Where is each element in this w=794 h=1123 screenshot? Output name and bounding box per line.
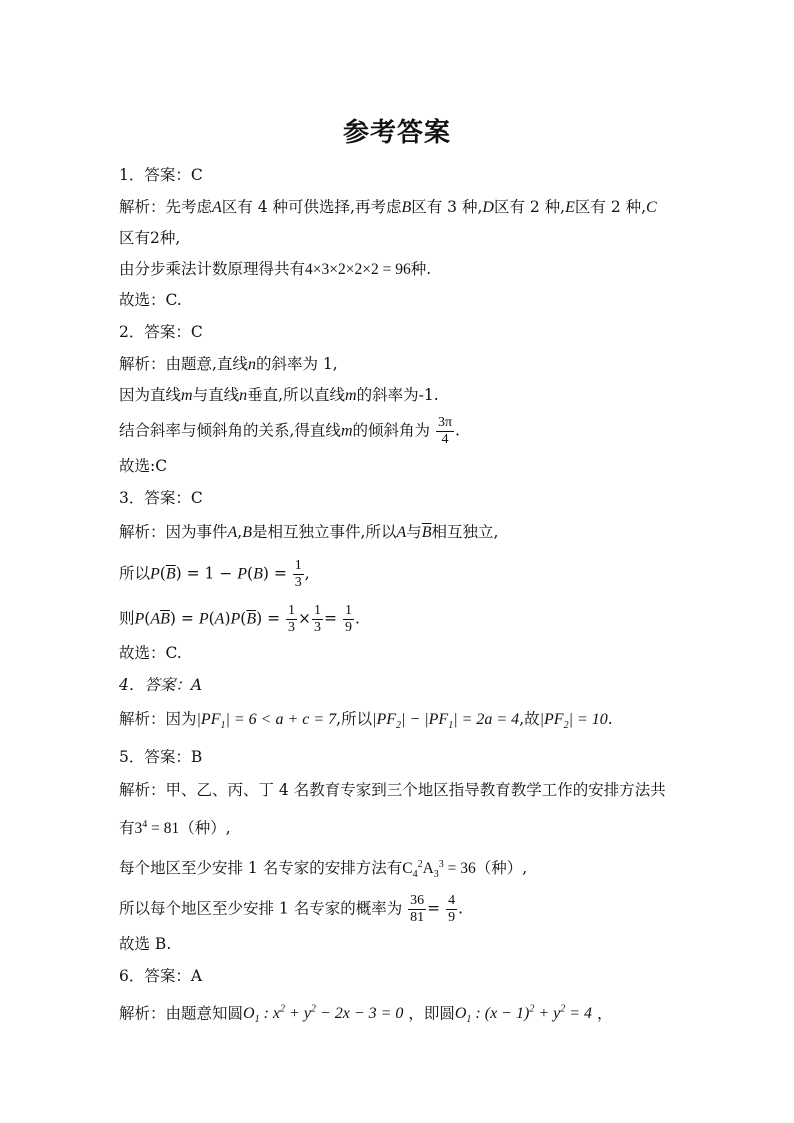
analysis-3-line-3: 则$P(A\overline{B}) = P(A)P(\overline{B})$ = $\frac{1}{3}$ × $\frac{1}{3}$ = $\frac{1}{9}$ .: [119, 603, 360, 635]
fraction-36-81: $\frac{36}{81}$: [410, 893, 425, 925]
analysis-1-line-3: 由分步乘法计数原理得共有4×3×2×2×2 = 96种.: [119, 260, 432, 278]
fraction-3pi-4: $\frac{3\pi}{4}$: [437, 415, 453, 447]
analysis-3-line-1: 解析：因为事件A,B是相互独立事件,所以A与$\overline{B}$相互独立,: [119, 523, 499, 541]
analysis-3-line-2: 所以$P(\overline{B}) = 1 - P(B)$ = $\frac{1}{3}$ ,: [119, 558, 310, 590]
answer-2: 2．答案：C: [119, 323, 203, 341]
analysis-5-line-1: 解析：甲、乙、丙、丁 4 名教育专家到三个地区指导教育教学工作的安排方法共: [119, 781, 666, 799]
analysis-5-line-3: 每个地区至少安排 1 名专家的安排方法有$C_4^2A_3^3 = 36$（种）,: [119, 859, 528, 881]
answer-1: 1．答案：C: [119, 166, 203, 184]
choice-1: 故选：C.: [119, 291, 182, 309]
analysis-2-line-2: 因为直线m与直线n垂直,所以直线m的斜率为-1.: [119, 386, 439, 404]
fraction-1-3-b: $\frac{1}{3}$: [288, 603, 296, 635]
choice-3: 故选：C.: [119, 644, 182, 662]
analysis-6-line-1: 解析：由题意知圆$O_1$ : $x^2 + y^2 - 2x - 3 = 0$ ，即圆$O_1$ : $(x - 1)^2 + y^2 = 4$ ，: [119, 1004, 613, 1026]
answer-3: 3．答案：C: [119, 489, 203, 507]
analysis-5-line-2: 有$3^4 = 81$（种）,: [119, 819, 231, 838]
analysis-2-line-1: 解析：由题意,直线n的斜率为 1,: [119, 355, 338, 373]
fraction-1-3-c: $\frac{1}{3}$: [314, 603, 322, 635]
analysis-5-line-4: 所以每个地区至少安排 1 名专家的概率为 $\frac{36}{81}$ = $\frac{4}{9}$ .: [119, 893, 464, 925]
analysis-1-line-1: 解析：先考虑A区有 4 种可供选择,再考虑B区有 3 种,D区有 2 种,E区有 2 种,C: [119, 198, 657, 216]
answer-4: 4．答案：A: [119, 676, 203, 694]
analysis-2-line-3: 结合斜率与倾斜角的关系,得直线m的倾斜角为 $\frac{3\pi}{4}$ .: [119, 415, 460, 447]
fraction-1-3: $\frac{1}{3}$: [294, 558, 302, 590]
fraction-4-9: $\frac{4}{9}$: [448, 893, 456, 925]
choice-5: 故选 B.: [119, 935, 172, 953]
page-title: 参考答案: [342, 118, 451, 148]
analysis-1-line-2: 区有2种,: [119, 229, 181, 247]
answer-6: 6．答案：A: [119, 967, 203, 985]
choice-2: 故选:C: [119, 457, 168, 475]
fraction-1-9: $\frac{1}{9}$: [344, 603, 352, 635]
answer-5: 5．答案：B: [119, 748, 203, 766]
analysis-4-line-1: 解析：因为$|PF_1| = 6 < a + c = 7$,所以$|PF_2| - |PF_1| = 2a = 4$,故$|PF_2| = 10$.: [119, 710, 613, 732]
